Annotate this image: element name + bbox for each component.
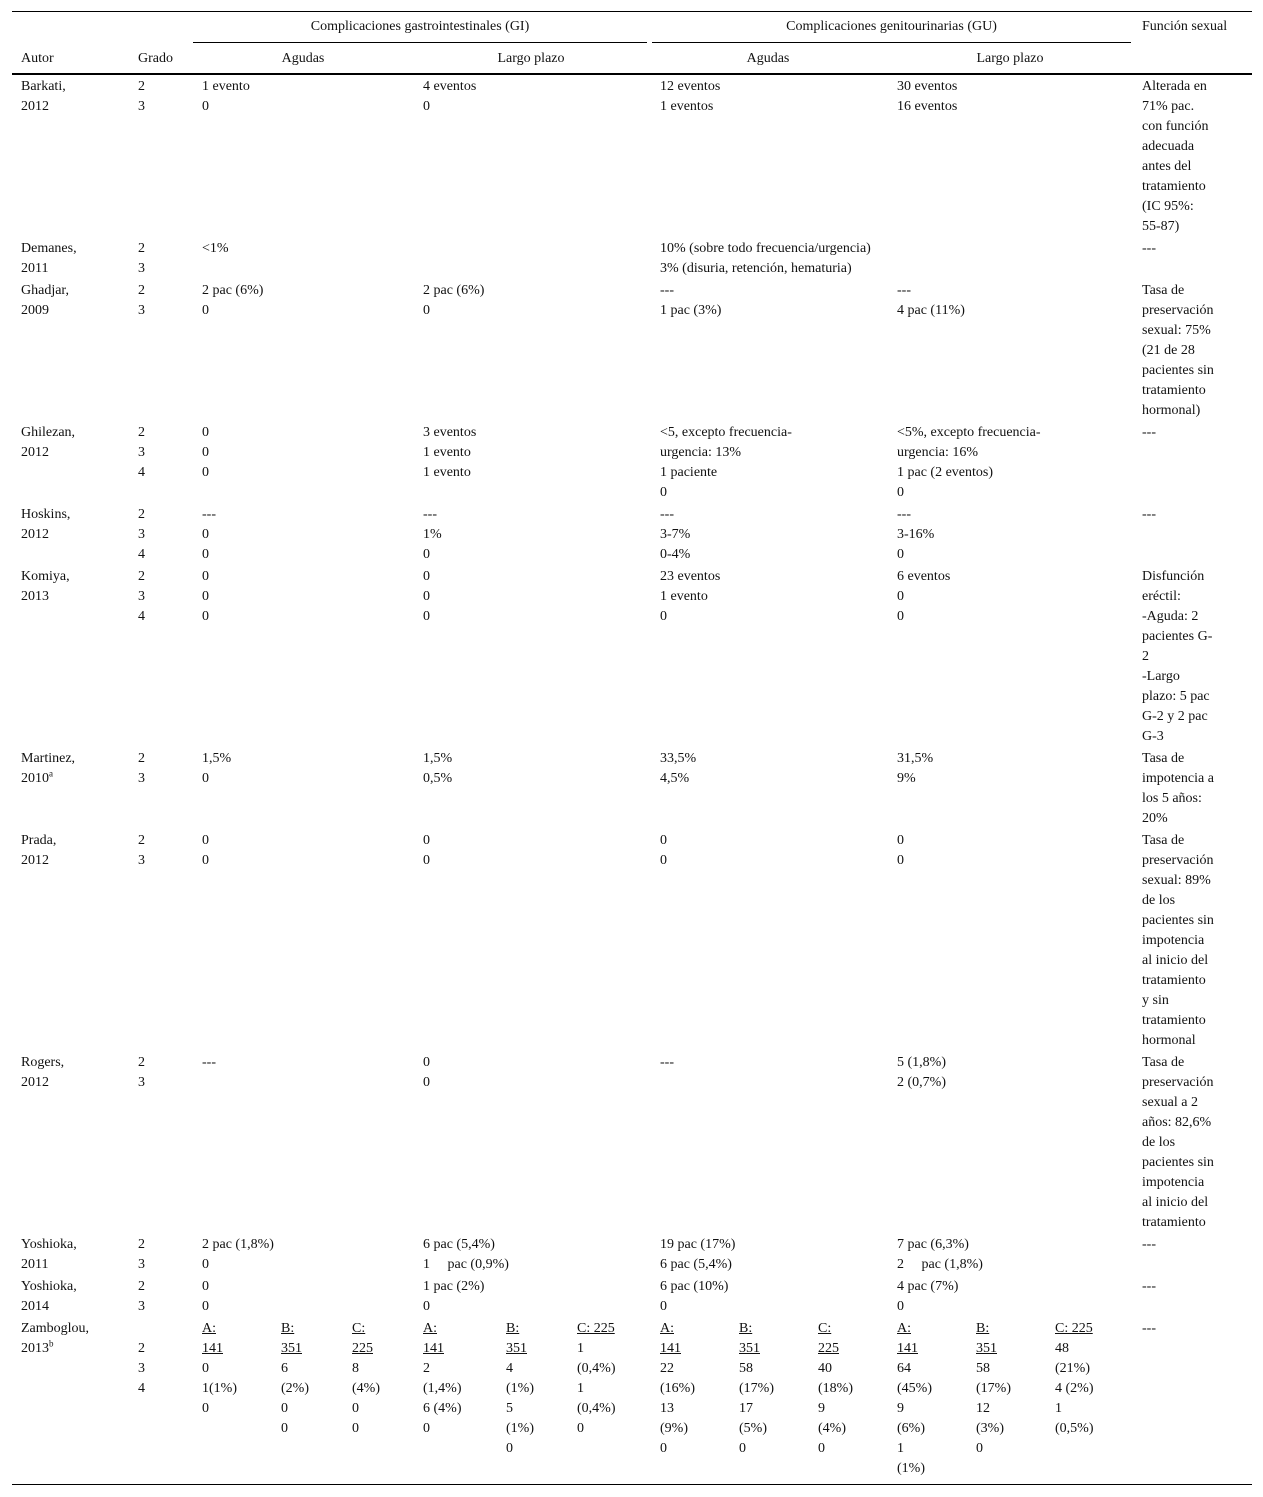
cell-gu-ag: 1 eventos (660, 99, 714, 114)
subgroup-header: A: (897, 1321, 911, 1336)
cell-gi-ag: --- (202, 1055, 216, 1070)
footnote-marker: b (49, 1338, 54, 1349)
cell-zamboglou: 58 (976, 1361, 990, 1376)
cell-autor: Barkati, (21, 79, 66, 94)
subgroup-header: 351 (506, 1341, 527, 1356)
cell-sex: pacientes sin (1142, 363, 1214, 378)
cell-sex: 2 (1142, 649, 1149, 664)
cell-grado: 3 (138, 771, 145, 786)
cell-zamboglou: 8 (352, 1361, 359, 1376)
gi-group-rule (193, 42, 647, 43)
cell-zamboglou: (16%) (660, 1381, 695, 1396)
cell-zamboglou: (3%) (976, 1421, 1004, 1436)
cell-gi-lp: 0 (423, 569, 430, 584)
cell-sex: sexual: 89% (1142, 873, 1211, 888)
subgroup-header: A: (660, 1321, 674, 1336)
cell-sex: tratamiento (1142, 383, 1206, 398)
cell-zamboglou: 9 (818, 1401, 825, 1416)
cell-gi-ag: 0 (202, 1257, 209, 1272)
cell-sex: G-3 (1142, 729, 1164, 744)
cell-autor: 2011 (21, 261, 49, 276)
subgroup-header: 351 (976, 1341, 997, 1356)
cell-gi-ag: 0 (202, 771, 209, 786)
cell-zamboglou: 0 (660, 1441, 667, 1456)
cell-gi-lp: 0 (423, 1055, 430, 1070)
cell-autor: 2010$^a$ (21, 768, 53, 786)
cell-zamboglou: (2%) (281, 1381, 309, 1396)
cell-gi-ag: 0 (202, 303, 209, 318)
cell-autor: Yoshioka, (21, 1237, 77, 1252)
cell-gi-lp: --- (423, 507, 437, 522)
cell-zamboglou: (18%) (818, 1381, 853, 1396)
cell-zamboglou: (21%) (1055, 1361, 1090, 1376)
cell-sex: plazo: 5 pac (1142, 689, 1210, 704)
cell-sex: adecuada (1142, 139, 1195, 154)
cell-grado: 2 (138, 79, 145, 94)
cell-autor: 2009 (21, 303, 49, 318)
cell-grado: 4 (138, 609, 145, 624)
header-autor: Autor (21, 51, 54, 66)
cell-sex: --- (1142, 1321, 1156, 1336)
cell-gu-lp: 4 pac (11%) (897, 303, 965, 318)
cell-zamboglou: (0,4%) (577, 1401, 616, 1416)
cell-gi-ag: 0 (202, 1299, 209, 1314)
cell-sex: -Aguda: 2 (1142, 609, 1199, 624)
cell-gu-ag: 19 pac (17%) (660, 1237, 736, 1252)
cell-gi-lp: 1,5% (423, 751, 453, 766)
cell-sex: Disfunción (1142, 569, 1205, 584)
cell-gi-lp: 1 pac (0,9%) (423, 1257, 509, 1272)
cell-sex: y sin (1142, 993, 1169, 1008)
cell-gu-ag: 0 (660, 853, 667, 868)
cell-sex: --- (1142, 1237, 1156, 1252)
cell-zamboglou: (5%) (739, 1421, 767, 1436)
cell-gu-ag: 23 eventos (660, 569, 721, 584)
cell-grado: 3 (138, 527, 145, 542)
cell-sex: Tasa de (1142, 1055, 1185, 1070)
cell-grado: 3 (138, 303, 145, 318)
cell-zamboglou: 6 (281, 1361, 288, 1376)
cell-zamboglou: (1,4%) (423, 1381, 462, 1396)
cell-sex: antes del (1142, 159, 1192, 174)
cell-sex: impotencia a (1142, 771, 1214, 786)
cell-gu-lp: 1 pac (2 eventos) (897, 465, 994, 480)
cell-gu-ag: 33,5% (660, 751, 697, 766)
cell-zamboglou: 0 (423, 1421, 430, 1436)
cell-gu-ag: 3% (disuria, retención, hematuria) (660, 261, 852, 276)
cell-gi-lp: 1 pac (2%) (423, 1279, 485, 1294)
subgroup-header: 141 (423, 1341, 444, 1356)
cell-autor: Komiya, (21, 569, 70, 584)
cell-zamboglou: 1 (577, 1341, 584, 1356)
cell-grado: 3 (138, 1075, 145, 1090)
cell-gi-lp: 6 pac (5,4%) (423, 1237, 495, 1252)
subgroup-header: A: (202, 1321, 216, 1336)
cell-sex: al inicio del (1142, 953, 1209, 968)
cell-sex: --- (1142, 507, 1156, 522)
cell-zamboglou: (17%) (976, 1381, 1011, 1396)
subgroup-header: 351 (739, 1341, 760, 1356)
cell-gu-ag: 0 (660, 485, 667, 500)
cell-gi-ag: 1,5% (202, 751, 232, 766)
subgroup-header: C: 225 (1055, 1321, 1093, 1336)
cell-grado: 2 (138, 1237, 145, 1252)
cell-grado: 3 (138, 445, 145, 460)
cell-gi-lp: 0 (423, 833, 430, 848)
cell-zamboglou: 12 (976, 1401, 990, 1416)
header-gu-largo: Largo plazo (976, 51, 1044, 66)
header-sexual: Función sexual (1142, 19, 1228, 34)
cell-zamboglou: 2 (423, 1361, 430, 1376)
cell-gi-lp: 0 (423, 589, 430, 604)
cell-sex: pacientes sin (1142, 913, 1214, 928)
cell-sex: de los (1142, 1135, 1176, 1150)
cell-gi-ag: 0 (202, 833, 209, 848)
cell-zamboglou: 40 (818, 1361, 832, 1376)
cell-zamboglou: 64 (897, 1361, 911, 1376)
cell-sex: sexual a 2 (1142, 1095, 1198, 1110)
subgroup-header: 351 (281, 1341, 302, 1356)
cell-sex: preservación (1142, 1075, 1214, 1090)
cell-gu-ag: 3-7% (660, 527, 691, 542)
cell-gu-lp: urgencia: 16% (897, 445, 978, 460)
cell-gu-lp: 0 (897, 547, 904, 562)
cell-gu-lp: 7 pac (6,3%) (897, 1237, 969, 1252)
cell-zamboglou: 0 (976, 1441, 983, 1456)
cell-sex: Alterada en (1142, 79, 1207, 94)
subgroup-header: 141 (660, 1341, 681, 1356)
cell-gu-ag: 10% (sobre todo frecuencia/urgencia) (660, 241, 871, 256)
cell-grado: 4 (138, 1381, 145, 1396)
cell-autor: 2011 (21, 1257, 49, 1272)
cell-zamboglou: 58 (739, 1361, 753, 1376)
cell-sex: pacientes sin (1142, 1155, 1214, 1170)
cell-gu-lp: 9% (897, 771, 916, 786)
cell-gu-ag: 6 pac (10%) (660, 1279, 729, 1294)
cell-autor: Zamboglou, (21, 1321, 90, 1336)
cell-zamboglou: (1%) (897, 1461, 925, 1476)
cell-grado: 3 (138, 99, 145, 114)
cell-zamboglou: 0 (352, 1421, 359, 1436)
cell-sex: preservación (1142, 853, 1214, 868)
cell-autor: Ghilezan, (21, 425, 76, 440)
cell-gu-lp: 6 eventos (897, 569, 951, 584)
cell-gu-ag: 1 paciente (660, 465, 718, 480)
cell-gu-lp: 0 (897, 833, 904, 848)
cell-gi-lp: 0,5% (423, 771, 453, 786)
cell-grado: 2 (138, 283, 145, 298)
cell-gi-lp: 4 eventos (423, 79, 477, 94)
cell-sex: hormonal (1142, 1033, 1196, 1048)
cell-autor: 2014 (21, 1299, 49, 1314)
cell-gi-ag: 0 (202, 569, 209, 584)
cell-gi-ag: 0 (202, 589, 209, 604)
cell-zamboglou: 0 (506, 1441, 513, 1456)
cell-sex: tratamiento (1142, 1013, 1206, 1028)
subgroup-header: C: (352, 1321, 366, 1336)
cell-sex: --- (1142, 241, 1156, 256)
subgroup-header: 225 (818, 1341, 839, 1356)
cell-gu-lp: 4 pac (7%) (897, 1279, 959, 1294)
cell-gu-lp: 2 (0,7%) (897, 1075, 946, 1090)
cell-gi-ag: 2 pac (1,8%) (202, 1237, 274, 1252)
cell-zamboglou: (17%) (739, 1381, 774, 1396)
cell-gu-lp: 30 eventos (897, 79, 958, 94)
cell-gu-ag: 12 eventos (660, 79, 721, 94)
cell-gu-ag: 6 pac (5,4%) (660, 1257, 732, 1272)
cell-gi-lp: 0 (423, 303, 430, 318)
cell-sex: G-2 y 2 pac (1142, 709, 1208, 724)
cell-zamboglou: 1(1%) (202, 1381, 237, 1396)
cell-autor: 2012 (21, 853, 49, 868)
cell-sex: de los (1142, 893, 1176, 908)
cell-gu-ag: 1 pac (3%) (660, 303, 722, 318)
cell-gu-ag: urgencia: 13% (660, 445, 741, 460)
cell-gi-ag: 0 (202, 609, 209, 624)
cell-sex: --- (1142, 1279, 1156, 1294)
cell-zamboglou: 0 (577, 1421, 584, 1436)
cell-zamboglou: 4 (2%) (1055, 1381, 1094, 1396)
cell-gi-lp: 0 (423, 853, 430, 868)
cell-autor: 2013$^b$ (21, 1338, 54, 1356)
cell-sex: los 5 años: (1142, 791, 1202, 806)
cell-zamboglou: 0 (202, 1401, 209, 1416)
cell-gi-ag: <1% (202, 241, 229, 256)
cell-gu-ag: 0 (660, 609, 667, 624)
cell-gu-lp: 3-16% (897, 527, 935, 542)
cell-autor: Ghadjar, (21, 283, 70, 298)
cell-zamboglou: (0,5%) (1055, 1421, 1094, 1436)
subgroup-header: 225 (352, 1341, 373, 1356)
cell-zamboglou: 0 (202, 1361, 209, 1376)
cell-zamboglou: 1 (1055, 1401, 1062, 1416)
cell-autor: Prada, (21, 833, 57, 848)
cell-gu-lp: 0 (897, 485, 904, 500)
cell-gu-lp: 0 (897, 1299, 904, 1314)
cell-gu-lp: --- (897, 283, 911, 298)
cell-sex: Tasa de (1142, 833, 1185, 848)
cell-sex: años: 82,6% (1142, 1115, 1212, 1130)
bottom-rule (12, 1484, 1252, 1485)
cell-gi-lp: 0 (423, 609, 430, 624)
cell-gi-ag: 1 evento (202, 79, 250, 94)
cell-autor: 2012 (21, 99, 49, 114)
cell-gu-ag: 1 evento (660, 589, 708, 604)
cell-grado: 2 (138, 569, 145, 584)
cell-zamboglou: 0 (281, 1401, 288, 1416)
cell-gi-lp: 1 evento (423, 465, 471, 480)
cell-sex: -Largo (1142, 669, 1180, 684)
subgroup-header: B: (281, 1321, 295, 1336)
cell-autor: Martinez, (21, 751, 76, 766)
top-rule (12, 11, 1252, 12)
cell-zamboglou: 4 (506, 1361, 513, 1376)
cell-sex: (IC 95%: (1142, 199, 1194, 214)
cell-gi-lp: 0 (423, 547, 430, 562)
cell-gi-lp: 0 (423, 1299, 430, 1314)
cell-grado: 2 (138, 751, 145, 766)
cell-grado: 3 (138, 1299, 145, 1314)
cell-gi-ag: 0 (202, 425, 209, 440)
cell-zamboglou: (45%) (897, 1381, 932, 1396)
cell-grado: 2 (138, 241, 145, 256)
cell-sex: con función (1142, 119, 1209, 134)
cell-zamboglou: 0 (352, 1401, 359, 1416)
cell-gi-lp: 2 pac (6%) (423, 283, 485, 298)
header-gi: Complicaciones gastrointestinales (GI) (310, 19, 530, 34)
cell-grado: 4 (138, 465, 145, 480)
cell-sex: preservación (1142, 303, 1214, 318)
cell-gi-ag: 0 (202, 445, 209, 460)
cell-gi-lp: 1 evento (423, 445, 471, 460)
cell-zamboglou: 0 (281, 1421, 288, 1436)
cell-gu-ag: --- (660, 1055, 674, 1070)
cell-grado: 3 (138, 1361, 145, 1376)
cell-gu-ag: --- (660, 283, 674, 298)
cell-grado: 2 (138, 1341, 145, 1356)
cell-autor: Rogers, (21, 1055, 65, 1070)
cell-autor: Yoshioka, (21, 1279, 77, 1294)
cell-gu-lp: 2 pac (1,8%) (897, 1257, 983, 1272)
subgroup-header: C: 225 (577, 1321, 615, 1336)
cell-gi-ag: --- (202, 507, 216, 522)
cell-gi-lp: 0 (423, 99, 430, 114)
cell-sex: Tasa de (1142, 751, 1185, 766)
cell-autor: 2013 (21, 589, 49, 604)
cell-gi-ag: 0 (202, 465, 209, 480)
cell-zamboglou: 5 (506, 1401, 513, 1416)
cell-sex: --- (1142, 425, 1156, 440)
cell-zamboglou: (9%) (660, 1421, 688, 1436)
cell-sex: pacientes G- (1142, 629, 1213, 644)
cell-autor: 2012 (21, 445, 49, 460)
cell-gi-lp: 3 eventos (423, 425, 477, 440)
cell-sex: 55-87) (1142, 219, 1180, 234)
cell-zamboglou: 1 (577, 1381, 584, 1396)
cell-gi-ag: 0 (202, 1279, 209, 1294)
cell-zamboglou: 0 (739, 1441, 746, 1456)
cell-gi-lp: 0 (423, 1075, 430, 1090)
cell-autor: Hoskins, (21, 507, 71, 522)
cell-gu-ag: --- (660, 507, 674, 522)
cell-sex: al inicio del (1142, 1195, 1209, 1210)
cell-gi-ag: 0 (202, 527, 209, 542)
subgroup-header: B: (739, 1321, 753, 1336)
cell-grado: 3 (138, 589, 145, 604)
header-grado: Grado (138, 51, 173, 66)
footnote-marker: a (49, 768, 53, 779)
gu-group-rule (652, 42, 1131, 43)
cell-gi-ag: 2 pac (6%) (202, 283, 264, 298)
cell-grado: 2 (138, 425, 145, 440)
subgroup-header: B: (506, 1321, 520, 1336)
cell-sex: tratamiento (1142, 1215, 1206, 1230)
cell-grado: 3 (138, 261, 145, 276)
cell-gu-ag: 0 (660, 833, 667, 848)
cell-gu-ag: <5, excepto frecuencia- (660, 425, 792, 440)
cell-zamboglou: (0,4%) (577, 1361, 616, 1376)
cell-grado: 2 (138, 507, 145, 522)
cell-sex: tratamiento (1142, 179, 1206, 194)
cell-gu-ag: 0 (660, 1299, 667, 1314)
cell-gi-ag: 0 (202, 853, 209, 868)
header-rule (12, 73, 1252, 75)
cell-grado: 3 (138, 853, 145, 868)
cell-autor: 2012 (21, 1075, 49, 1090)
subgroup-header: B: (976, 1321, 990, 1336)
cell-sex: sexual: 75% (1142, 323, 1211, 338)
cell-zamboglou: 9 (897, 1401, 904, 1416)
cell-gi-lp: 1% (423, 527, 442, 542)
cell-gu-lp: --- (897, 507, 911, 522)
cell-zamboglou: (6%) (897, 1421, 925, 1436)
cell-gi-ag: 0 (202, 99, 209, 114)
cell-zamboglou: 6 (4%) (423, 1401, 462, 1416)
cell-zamboglou: (1%) (506, 1421, 534, 1436)
subgroup-header: C: (818, 1321, 832, 1336)
subgroup-header: 141 (202, 1341, 223, 1356)
cell-grado: 4 (138, 547, 145, 562)
cell-zamboglou: 13 (660, 1401, 674, 1416)
cell-zamboglou: 17 (739, 1401, 753, 1416)
header-gi-largo: Largo plazo (497, 51, 565, 66)
cell-gu-lp: <5%, excepto frecuencia- (897, 425, 1041, 440)
cell-zamboglou: 22 (660, 1361, 674, 1376)
cell-zamboglou: (1%) (506, 1381, 534, 1396)
cell-sex: impotencia (1142, 933, 1205, 948)
cell-grado: 2 (138, 833, 145, 848)
cell-zamboglou: (4%) (818, 1421, 846, 1436)
header-gi-agudas: Agudas (281, 51, 325, 66)
cell-grado: 2 (138, 1279, 145, 1294)
cell-sex: Tasa de (1142, 283, 1185, 298)
cell-sex: eréctil: (1142, 589, 1181, 604)
cell-grado: 3 (138, 1257, 145, 1272)
cell-zamboglou: 48 (1055, 1341, 1069, 1356)
cell-sex: tratamiento (1142, 973, 1206, 988)
cell-gi-ag: 0 (202, 547, 209, 562)
cell-gu-lp: 0 (897, 853, 904, 868)
cell-gu-lp: 16 eventos (897, 99, 958, 114)
cell-gu-lp: 5 (1,8%) (897, 1055, 946, 1070)
cell-zamboglou: 1 (897, 1441, 904, 1456)
cell-sex: hormonal) (1142, 403, 1201, 418)
cell-zamboglou: (4%) (352, 1381, 380, 1396)
cell-sex: impotencia (1142, 1175, 1205, 1190)
subgroup-header: 141 (897, 1341, 918, 1356)
cell-zamboglou: 0 (818, 1441, 825, 1456)
cell-grado: 2 (138, 1055, 145, 1070)
cell-sex: 20% (1142, 811, 1168, 826)
cell-gu-ag: 0-4% (660, 547, 691, 562)
cell-autor: 2012 (21, 527, 49, 542)
cell-sex: 71% pac. (1142, 99, 1195, 114)
cell-gu-lp: 0 (897, 609, 904, 624)
cell-sex: (21 de 28 (1142, 343, 1195, 358)
header-gu: Complicaciones genitourinarias (GU) (786, 19, 997, 34)
cell-autor: Demanes, (21, 241, 77, 256)
cell-gu-lp: 31,5% (897, 751, 934, 766)
cell-gu-ag: 4,5% (660, 771, 690, 786)
subgroup-header: A: (423, 1321, 437, 1336)
header-gu-agudas: Agudas (746, 51, 790, 66)
cell-gu-lp: 0 (897, 589, 904, 604)
